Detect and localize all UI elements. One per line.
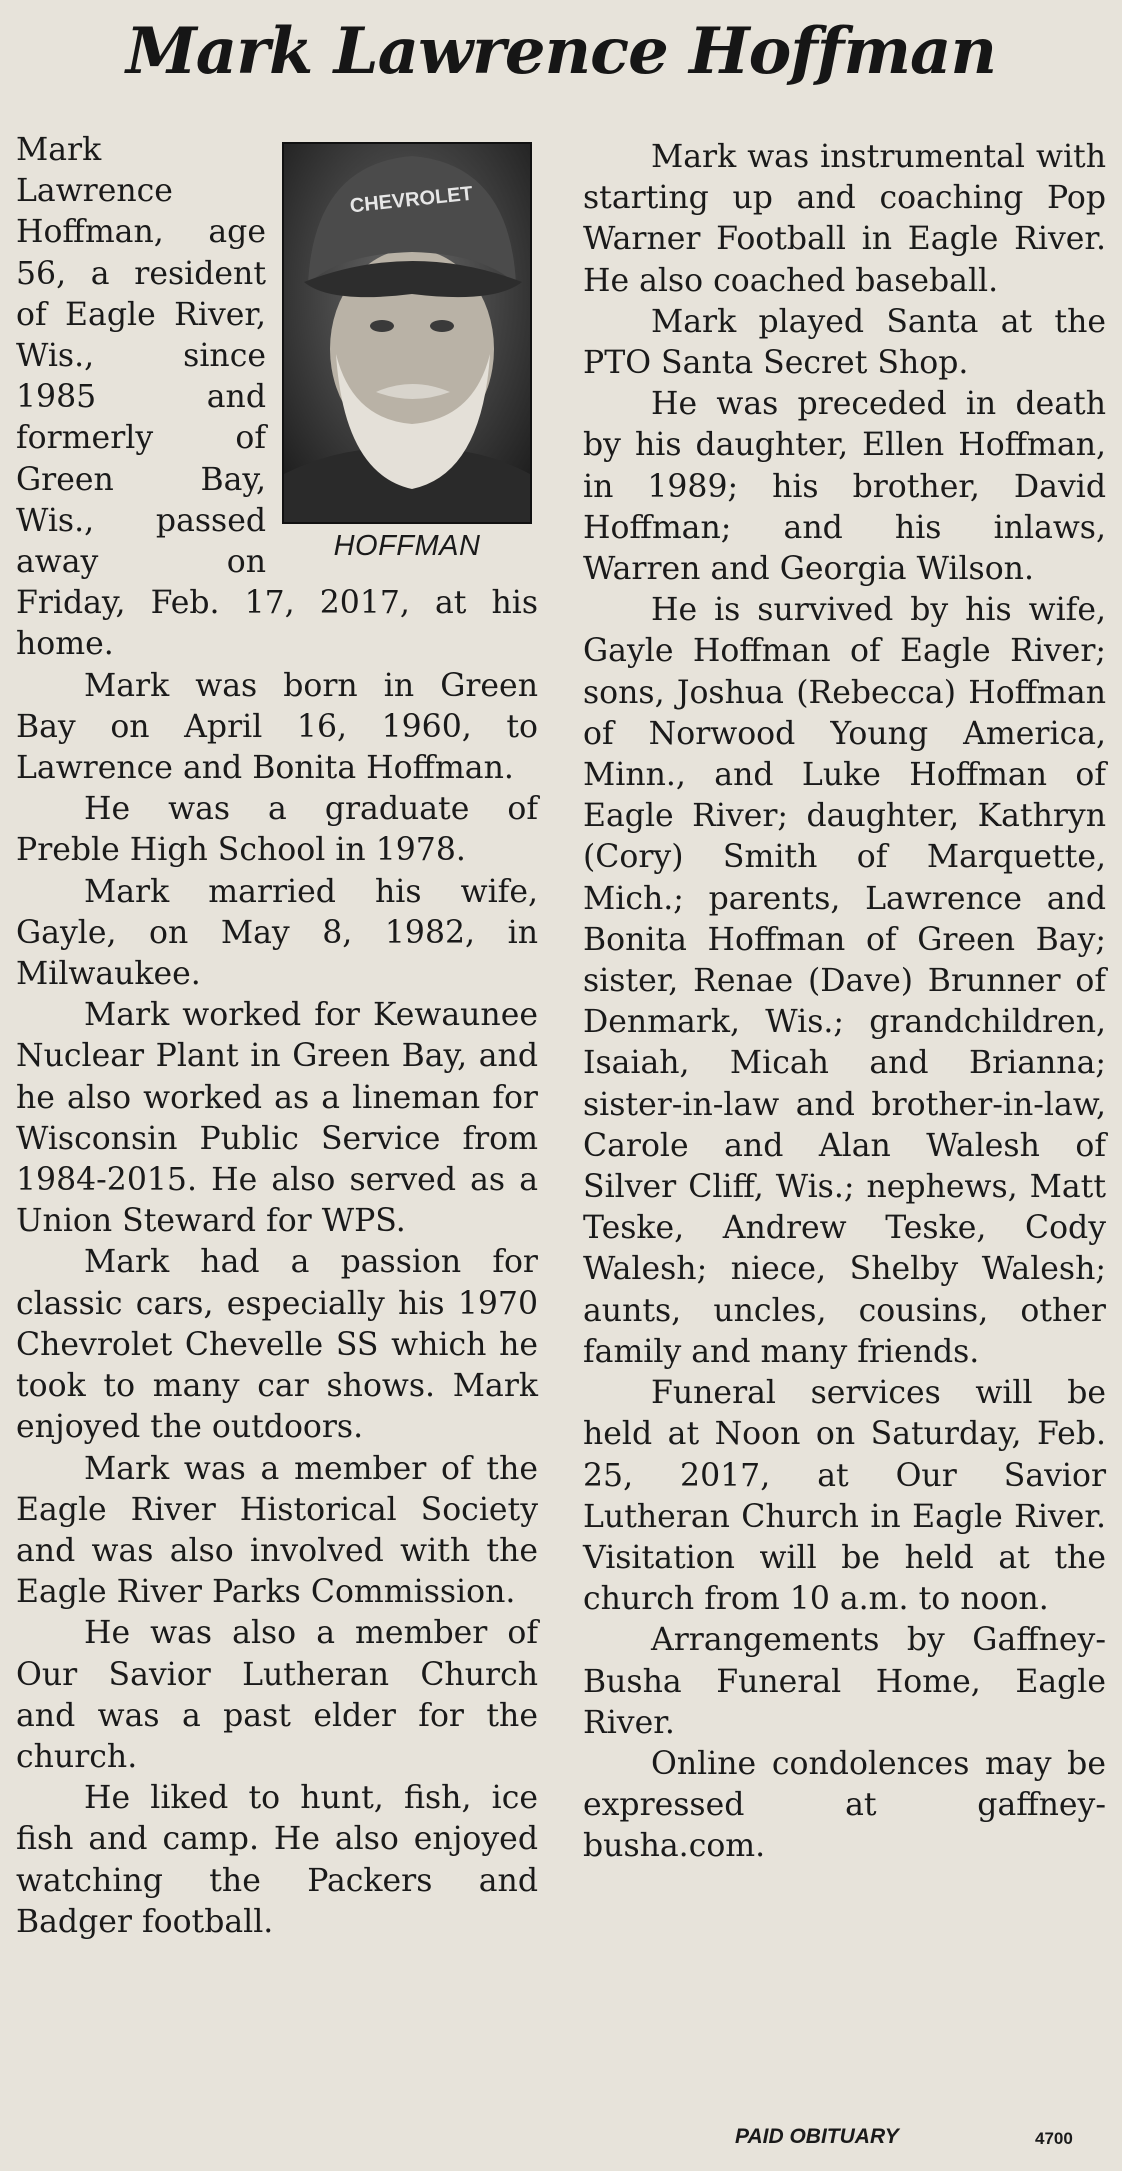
ad-code: 4700: [1035, 2129, 1073, 2148]
paragraph: Mark was born in Green Bay on April 16, 1960, to Lawrence and Bonita Hoffman.: [16, 667, 538, 787]
paragraph: He was also a member of Our Savior Lutheran Church and was a past elder for the church.: [16, 1615, 538, 1775]
paragraph: Mark Lawrence Hoffman, age 56, a resident of Eagle River, Wis., since 1985 and formerly of Green Bay, Wis., passed away on Friday, Feb. 17, 2017, at his home.: [16, 132, 538, 663]
paragraph: Mark played Santa at the PTO Santa Secret Shop.: [583, 303, 1106, 382]
paid-obituary-label: PAID OBITUARY: [735, 2125, 899, 2148]
paragraph: He was a graduate of Preble High School in 1978.: [16, 791, 538, 869]
paragraph: He liked to hunt, fish, ice fish and camp. He also enjoyed watching the Packers and Badger football.: [16, 1780, 538, 1940]
paragraph: He is survived by his wife, Gayle Hoffman of Eagle River; sons, Joshua (Rebecca) Hoffman of Norwood Young America, Minn., and Luke Hoffman of Eagle River; daughter, Kathryn (Cory) Smith of Marquette, Mich.; parents, Lawrence and Bonita Hoffman of Green Bay; sister, Renae (Dave) Brunner of Denmark, Wis.; grandchildren, Isaiah, Micah and Brianna; sister-in-law and brother-in-law, Carole and Alan Walesh of Silver Cliff, Wis.; nephews, Matt Teske, Andrew Teske, Cody Walesh; niece, Shelby Walesh; aunts, uncles, cousins, other family and many friends.: [583, 592, 1106, 1370]
left-column: [16, 130, 538, 1943]
obituary-headline: Mark Lawrence Hoffman: [125, 14, 997, 89]
cap-logo-text: CHEVROLET: [348, 182, 474, 218]
paragraph: Mark worked for Kewaunee Nuclear Plant in Green Bay, and he also worked as a lineman for Wisconsin Public Service from 1984-2015. He also served as a Union Steward for WPS.: [16, 997, 538, 1240]
paragraph: Mark was a member of the Eagle River Historical Society and was also involved with the Eagle River Parks Commission.: [16, 1450, 538, 1611]
paragraph: Mark married his wife, Gayle, on May 8, 1982, in Milwaukee.: [16, 873, 538, 993]
paragraph: Online condolences may be expressed at gaffney-busha.com.: [583, 1745, 1106, 1865]
right-column: [583, 137, 1106, 1868]
paragraph: Funeral services will be held at Noon on Saturday, Feb. 25, 2017, at Our Savior Lutheran Church in Eagle River. Visitation will be held at the church from 10 a.m. to noon.: [583, 1375, 1106, 1618]
portrait-photo: [282, 142, 532, 524]
paragraph: Arrangements by Gaffney-Busha Funeral Home, Eagle River.: [583, 1622, 1106, 1741]
paragraph: Mark had a passion for classic cars, especially his 1970 Chevrolet Chevelle SS which he took to many car shows. Mark enjoyed the outdoors.: [16, 1244, 538, 1446]
paragraph: He was preceded in death by his daughter, Ellen Hoffman, in 1989; his brother, David Hoffman; and his inlaws, Warren and Georgia Wilson.: [583, 386, 1106, 588]
photo-caption: HOFFMAN: [333, 530, 481, 562]
portrait: [282, 142, 532, 564]
paragraph: Mark was instrumental with starting up and coaching Pop Warner Football in Eagle River. He also coached baseball.: [583, 139, 1106, 299]
